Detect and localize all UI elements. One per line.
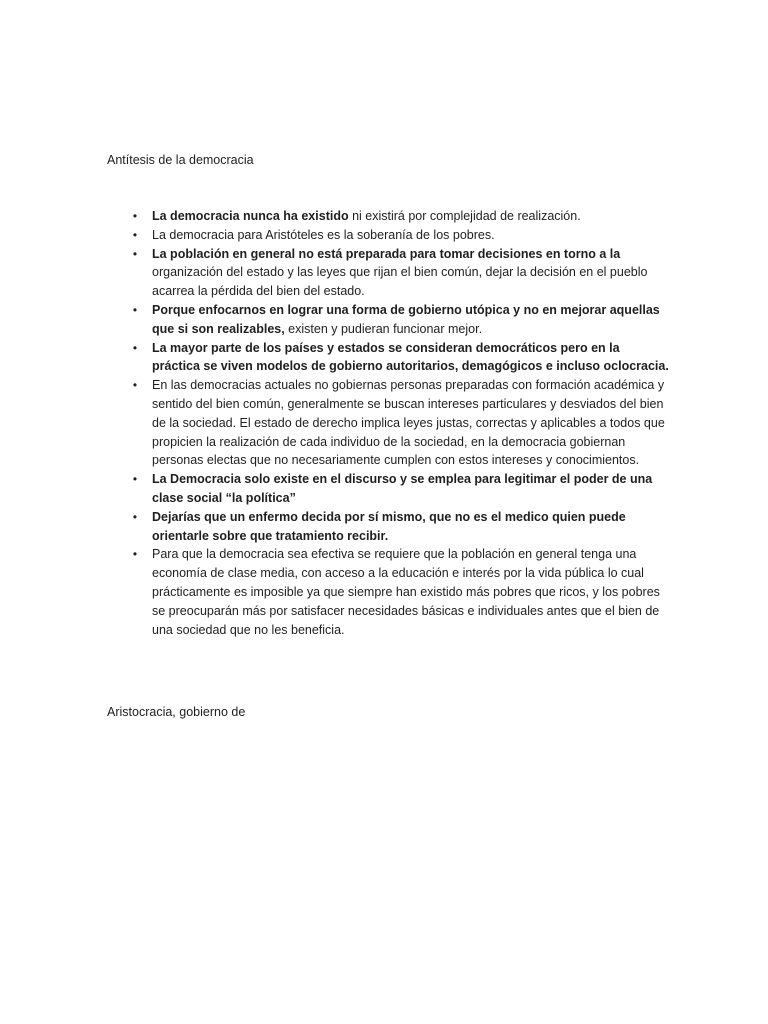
list-item-text: En las democracias actuales no gobiernas personas preparadas con formación académica y sentido del bien común, generalmente se buscan intereses particulares y desviados del bien de la sociedad. El estado de derecho implica leyes justas, correctas y aplicables a todos que propicien la realización de cada individuo de la sociedad, en la democracia gobiernan personas electas que no necesariamente cumplen con estos intereses y conocimientos. bbox=[152, 378, 665, 468]
bullet-icon: • bbox=[132, 209, 138, 223]
list-item-text: ni existirá por complejidad de realización. bbox=[348, 209, 581, 223]
list-item bbox=[130, 226, 670, 245]
list-item bbox=[130, 245, 670, 301]
argument-list bbox=[130, 207, 670, 639]
list-item bbox=[130, 470, 670, 508]
list-item-text: organización del estado y las leyes que rijan el bien común, dejar la decisión en el pueblo acarrea la pérdida del bien del estado. bbox=[152, 265, 648, 299]
list-item-text: existen y pudieran funcionar mejor. bbox=[284, 321, 483, 336]
list-item-bold-text: La mayor parte de los países y estados se consideran democráticos pero en la práctica se viven modelos de gobierno autoritarios, demagógicos e incluso oclocracia. bbox=[152, 340, 669, 374]
list-item bbox=[130, 301, 670, 339]
bullet-icon: • bbox=[132, 547, 138, 562]
bullet-icon: • bbox=[132, 472, 138, 487]
list-item bbox=[130, 376, 670, 470]
list-item-bold-text: Porque enfocarnos en lograr una forma de gobierno utópica y no en mejorar aquellas que si son realizables, bbox=[152, 302, 660, 336]
bullet-icon: • bbox=[132, 340, 138, 355]
list-item-text: La democracia para Aristóteles es la soberanía de los pobres. bbox=[152, 227, 495, 242]
list-item-bold-text: La población en general no está preparada para tomar decisiones en torno a la bbox=[152, 246, 621, 261]
document-title: Antítesis de la democracia bbox=[107, 153, 254, 167]
list-item bbox=[130, 545, 670, 639]
list-item-text: Para que la democracia sea efectiva se requiere que la población en general tenga una economía de clase media, con acceso a la educación e interés por la vida pública lo cual prácticamente es imposible ya que siempre han existido más pobres que ricos, y los pobres se preocuparán más por satisfacer necesidades básicas e individuales antes que el bien de una sociedad que no les beneficia. bbox=[152, 547, 660, 637]
bullet-icon: • bbox=[132, 227, 138, 242]
bullet-icon: • bbox=[132, 378, 138, 393]
list-item-bold-text: La Democracia solo existe en el discurso y se emplea para legitimar el poder de una clase social “la política” bbox=[152, 472, 653, 505]
list-item-bold-text: Dejarías que un enfermo decida por sí mismo, que no es el medico quien puede orientarle sobre que tratamiento recibir. bbox=[152, 509, 626, 543]
bullet-icon: • bbox=[132, 509, 138, 524]
list-item bbox=[130, 207, 670, 226]
list-item bbox=[130, 339, 670, 377]
list-item bbox=[130, 508, 670, 546]
list-item-bold-text: La democracia nunca ha existido bbox=[152, 209, 349, 223]
section-heading: Aristocracia, gobierno de bbox=[107, 705, 246, 719]
bullet-icon: • bbox=[132, 302, 138, 317]
bullet-icon: • bbox=[132, 246, 138, 261]
